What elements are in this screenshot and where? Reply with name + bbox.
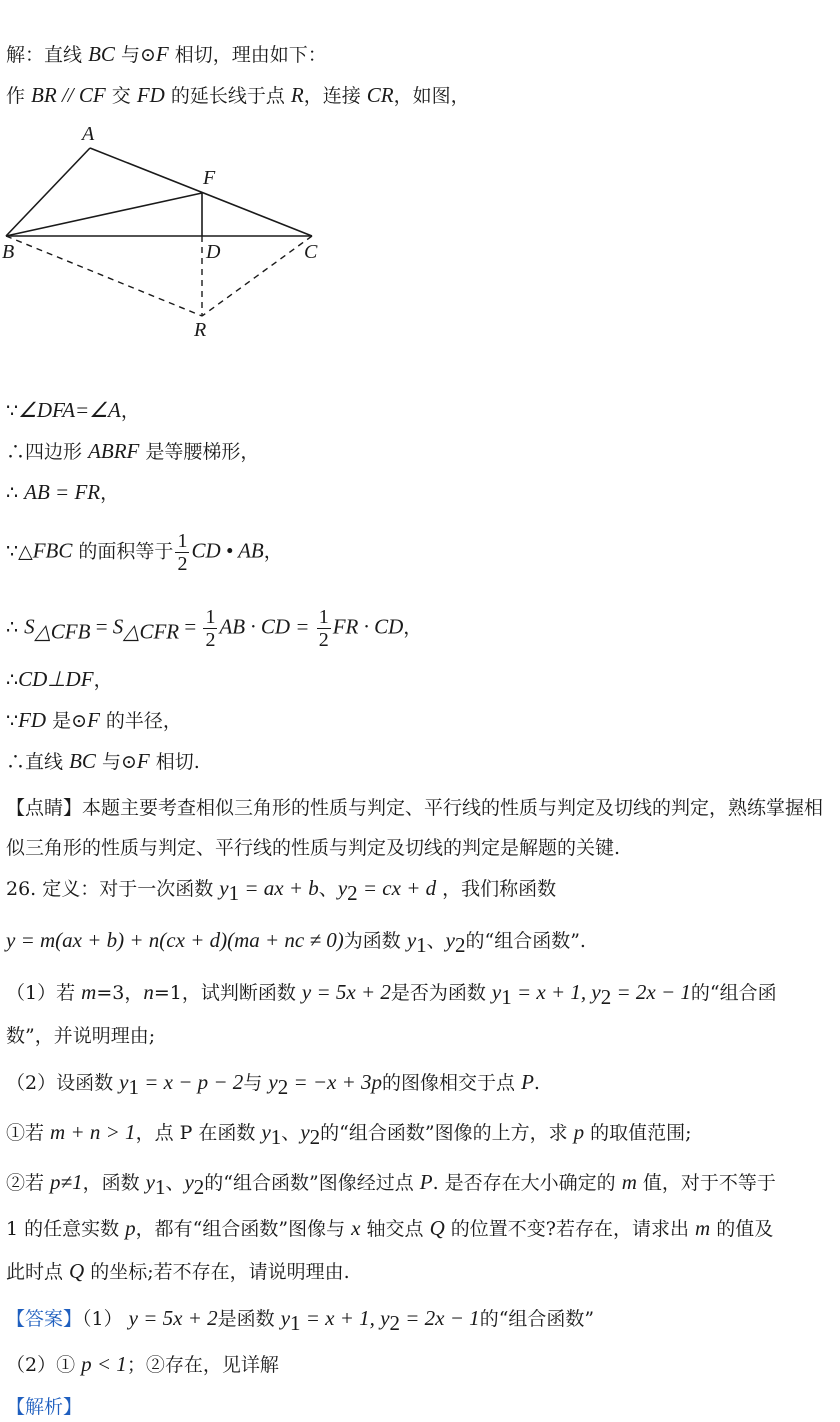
q26-part1-line2: 数”，并说明理由; [6, 1025, 156, 1047]
q26-part2-condition2-line3: 此时点 Q 的坐标;若不存在，请说明理由. [6, 1259, 350, 1283]
fraction-one-half: $\frac{1}{2}$ [205, 606, 216, 651]
proof-step-5: ∴ $S_{\triangle CFB} = S_{\triangle CFR}$ = $\frac{1}{2}$ AB · CD = $\frac{1}{2}$ FR · CD， [6, 606, 423, 651]
proof-step-2: ∴四边形 ABRF 是等腰梯形， [6, 439, 260, 463]
answer-part1: 【答案】（1） y = 5x + 2是函数 $y_1 = x + 1$, $y_2 = 2x - 1$的“组合函数” [6, 1306, 595, 1335]
label-d: D [206, 241, 221, 263]
geometry-figure [0, 118, 340, 348]
solution-intro-line1: 解：直线 BC 与⊙F 相切，理由如下： [6, 42, 327, 66]
q26-definition-line2: y = m(ax + b) + n(cx + d)(ma + nc ≠ 0)为函数 $y_1$、$y_2$的“组合函数”. [6, 928, 586, 957]
label-c: C [304, 241, 318, 263]
comment-paragraph: 【点睛】本题主要考查相似三角形的性质与判定、平行线的性质与判定及切线的判定，熟练掌握相似三角形的性质与判定、平行线的性质与判定及切线的判定是解题的关键. [6, 797, 824, 859]
q26-part1-line1: （1）若 m=3，n=1，试判断函数 y = 5x + 2是否为函数 $y_1 = x + 1$, $y_2 = 2x - 1$的“组合函 [6, 980, 777, 1009]
label-r: R [194, 319, 207, 341]
proof-step-1: ∵∠DFA=∠A， [6, 398, 140, 422]
segment-br-dashed [6, 236, 202, 316]
analysis-label: 【解析】 [6, 1396, 83, 1418]
q26-part2-condition1: ①若 m + n > 1，点 P 在函数 $y_1$、$y_2$的“组合函数”图像的上方，求 p 的取值范围; [6, 1120, 692, 1149]
fraction-one-half: $\frac{1}{2}$ [318, 606, 329, 651]
label-b: B [2, 241, 15, 263]
proof-step-3: ∴ AB = FR， [6, 480, 120, 504]
proof-step-6: ∴CD⊥DF， [6, 667, 113, 691]
segment-bf [6, 193, 202, 236]
answer-label: 【答案】 [6, 1308, 83, 1330]
proof-step-4: ∵△FBC 的面积等于 $\frac{1}{2}$ CD • AB， [6, 530, 283, 575]
q26-definition-line1: 26. 定义：对于一次函数 $y_1$ = ax + b、$y_2$ = cx + d ，我们称函数 [6, 876, 557, 905]
q26-part2-condition2-line1: ②若 p≠1，函数 $y_1$、$y_2$的“组合函数”图像经过点 P. 是否存在大小确定的 m 值，对于不等于 [6, 1170, 776, 1199]
q26-part2-intro: （2）设函数 $y_1 = x - p - 2$与 $y_2 = -x + 3p$的图像相交于点 P. [6, 1070, 540, 1099]
proof-step-7: ∵FD 是⊙F 的半径， [6, 708, 182, 732]
q26-part2-condition2-line2: 1 的任意实数 p，都有“组合函数”图像与 x 轴交点 Q 的位置不变?若存在，请求出 m 的值及 [6, 1216, 774, 1240]
segment-ba [6, 148, 90, 236]
fraction-one-half: $\frac{1}{2}$ [177, 530, 188, 575]
solution-intro-line2: 作 BR // CF 交 FD 的延长线于点 R，连接 CR，如图， [6, 83, 470, 107]
label-f: F [203, 167, 216, 189]
proof-step-8: ∴直线 BC 与⊙F 相切. [6, 749, 200, 773]
label-a: A [82, 123, 95, 145]
segment-ac [90, 148, 312, 236]
answer-part2: （2）① p < 1；②存在，见详解 [6, 1352, 279, 1376]
